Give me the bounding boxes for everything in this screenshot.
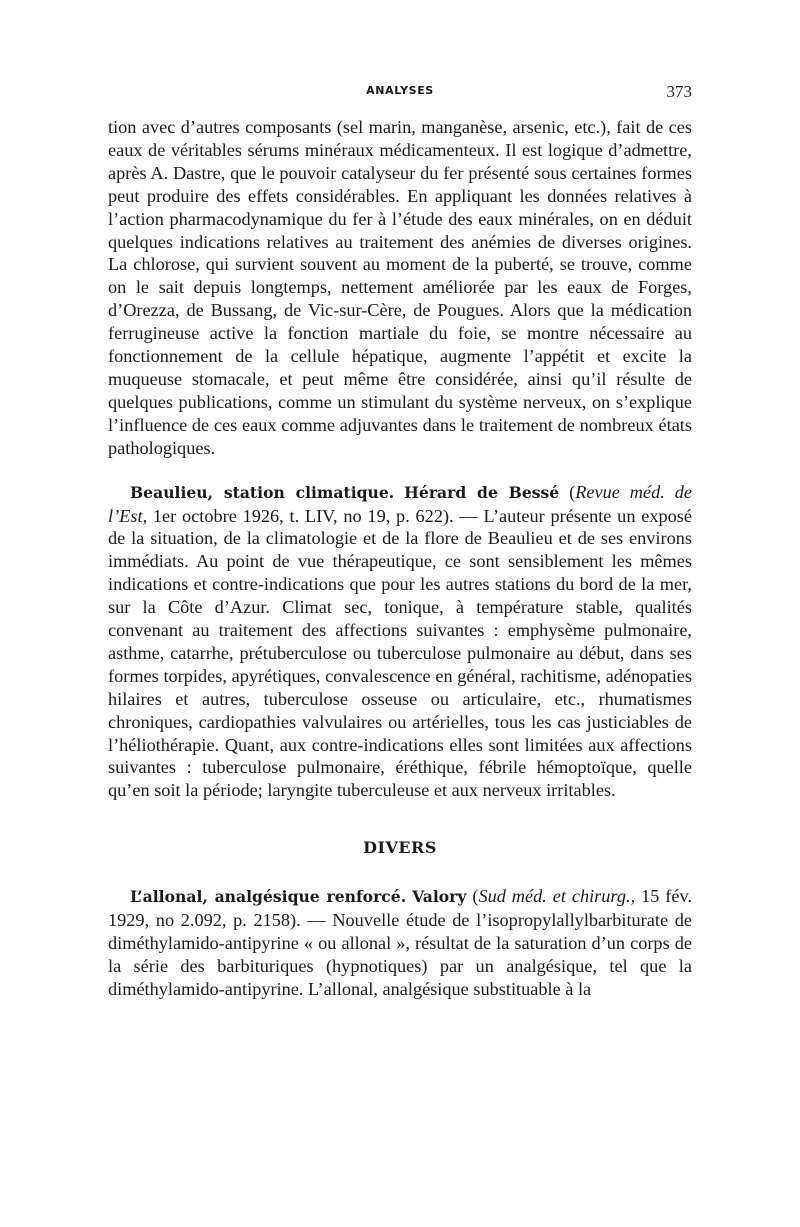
article-title: Beaulieu, station climatique. <box>130 482 395 502</box>
section-heading: DIVERS <box>363 838 437 858</box>
article-title: L’allonal, analgésique renforcé. <box>130 887 407 907</box>
running-title: ANALYSES <box>366 84 434 97</box>
article-body: — L’auteur présente un exposé de la situation, de la climatologie et de la flore de Beaulieu et de ses environs immédiats. Au point de vue thérapeutique, ce sont sensiblement les mêmes indications et contre-indications que pour les autres stations du bord de la mer, sur la Côte d’Azur. Climat sec, tonique, à température stable, qualités convenant au traitement des affections suivantes : emphysème pulmonaire, asthme, catarrhe, prétuberculose ou tuberculose pulmonaire au début, dans ses formes torpides, apyrétiques, convalescence en général, rachitisme, adénopaties hilaires et autres, tuberculose osseuse ou articulaire, etc., rhumatismes chroniques, cardiopathies valvulaires ou artérielles, tous les cas justiciables de l’héliothérapie. Quant, aux contre-indications elles sont limitées aux affections suivantes : tuberculose pulmonaire, éréthique, fébrile hémoptoïque, quelle qu’en soit la période; laryngite tuberculeuse et aux nerveux irritables. <box>108 505 693 801</box>
citation-open: ( <box>472 886 479 907</box>
citation-open: ( <box>569 481 576 502</box>
page <box>108 82 692 1001</box>
article-author: Hérard de Bessé <box>404 482 560 502</box>
article-body: — Nouvelle étude de l’isopropylallylbarbiturate de diméthylamido-antipyrine « ou allonal », résultat de la saturation d’un corps de la série des barbituriques (hypnotiques) par un analgésique, tel que la diméthylamido-antipyrine. L’allonal, analgésique substituable à la <box>108 910 692 999</box>
citation-details: 15 fév. 1929, no 2.092, p. 2158). <box>108 886 692 931</box>
page-number: 373 <box>666 82 692 101</box>
journal-name: Sud méd. et chirurg., <box>478 886 636 907</box>
article-beaulieu <box>108 481 692 803</box>
continuation-paragraph: tion avec d’autres composants (sel marin, manganèse, arsenic, etc.), fait de ces eaux de véritables sérums minéraux médicamenteux. Il est logique d’admettre, après A. Dastre, que le pouvoir catalyseur du fer présenté sous certaines formes peut produire des effets considérables. En appliquant les données relatives à l’action pharmacodynamique du fer à l’étude des eaux minérales, on en déduit quelques indications relatives au traitement des anémies de diverses origines. La chlorose, qui survient souvent au moment de la puberté, se trouve, comme on le sait depuis longtemps, nettement améliorée par les eaux de Forges, d’Orezza, de Bussang, de Vic-sur-Cère, de Pougues. Alors que la médication ferrugineuse active la fonction martiale du foie, se montre nécessaire au fonctionnement de la cellule hépatique, augmente l’appétit et excite la muqueuse stomacale, et peut même être considérée, ainsi qu’il résulte de quelques publications, comme un stimulant du système nerveux, on s’explique l’influence de ces eaux comme adjuvantes dans le traitement de nombreux états pathologiques. <box>108 117 692 458</box>
article-author: Valory <box>412 887 467 907</box>
running-header <box>108 82 692 106</box>
citation-details: 1er octobre 1926, t. LIV, no 19, p. 622). <box>147 505 454 526</box>
article-allonal <box>108 885 692 1001</box>
journal-name: Revue méd. de l’Est, <box>108 481 692 526</box>
